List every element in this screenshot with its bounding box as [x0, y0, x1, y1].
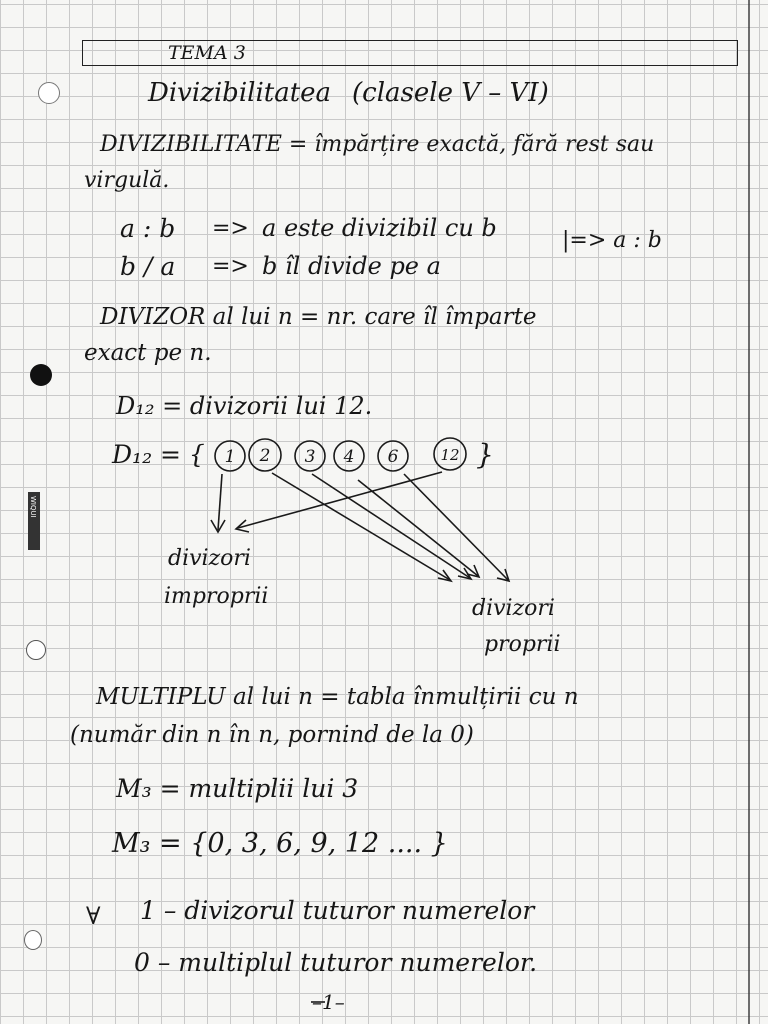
- arrow-6-proper: [404, 474, 508, 580]
- m3-definition: M₃ = multiplii lui 3: [116, 774, 359, 803]
- notation-row1-arrow: =>: [212, 216, 249, 241]
- element-12: 12: [440, 446, 460, 464]
- lesson-classes: (clasele V – VI): [352, 78, 549, 108]
- notation-row1-left: a : b: [120, 214, 176, 243]
- arrow-12-improper: [238, 472, 442, 528]
- for-all-marker: ∀: [86, 902, 101, 930]
- arrow-1-improper: [218, 474, 222, 530]
- multiplu-definition-line1: MULTIPLU al lui n = tabla înmulțirii cu n: [96, 684, 579, 710]
- divizibilitate-definition-line2: virgulă.: [84, 168, 170, 193]
- lesson-title: Divizibilitatea: [148, 78, 332, 108]
- arrow-3-proper: [312, 474, 470, 578]
- divizibilitate-definition-line1: DIVIZIBILITATE = împărțire exactă, fără rest sau: [100, 132, 655, 157]
- notation-result: |=> a : b: [562, 228, 662, 253]
- element-3: 3: [304, 447, 316, 467]
- d12-definition: D₁₂ = divizorii lui 12.: [116, 392, 373, 420]
- improper-label-line2: improprii: [164, 584, 269, 609]
- page-number: –1–: [312, 990, 345, 1014]
- improper-label-line1: divizori: [168, 546, 251, 571]
- proper-label-line1: divizori: [472, 596, 555, 621]
- d12-set-prefix: D₁₂ = {: [112, 440, 205, 469]
- notation-row1-text: a este divizibil cu b: [262, 214, 497, 242]
- multiplu-definition-line2: (număr din n în n, pornind de la 0): [70, 722, 474, 748]
- notation-row2-left: b / a: [120, 252, 176, 281]
- d12-set-suffix: }: [476, 438, 494, 471]
- element-2: 2: [259, 446, 271, 466]
- notation-row2-arrow: =>: [212, 254, 249, 279]
- tema-heading: TEMA 3: [168, 42, 246, 64]
- proper-label-line2: proprii: [484, 632, 561, 657]
- element-4: 4: [343, 447, 355, 467]
- fact-line1: 1 – divizorul tuturor numerelor: [140, 896, 535, 925]
- brand-text: WIQUI: [29, 496, 37, 518]
- m3-set: M₃ = {0, 3, 6, 9, 12 .... }: [112, 828, 448, 859]
- divizor-definition-line1: DIVIZOR al lui n = nr. care îl împarte: [100, 304, 537, 330]
- element-6: 6: [387, 447, 399, 467]
- element-1: 1: [224, 447, 236, 467]
- fact-line2: 0 – multiplul tuturor numerelor.: [134, 948, 538, 977]
- arrow-2-proper: [272, 473, 450, 580]
- notation-row2-text: b îl divide pe a: [262, 252, 441, 280]
- divizor-definition-line2: exact pe n.: [84, 340, 212, 366]
